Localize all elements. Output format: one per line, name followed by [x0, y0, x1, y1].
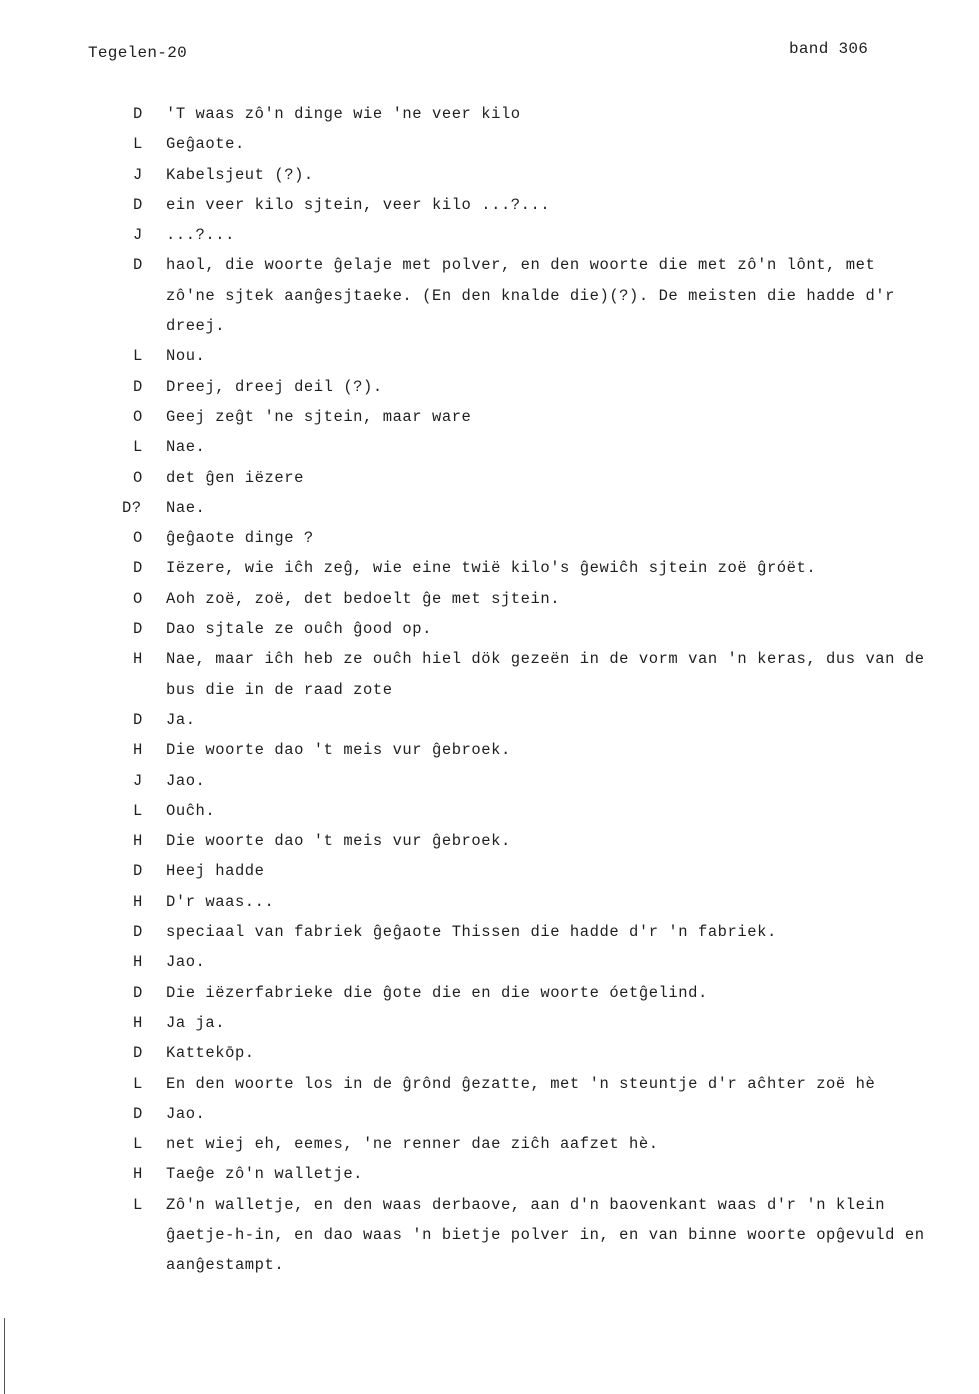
utterance-text: haol, die woorte ĝelaje met polver, en den woorte die met zô'n lônt, met zô'ne sjtek aanĝesjtaeke. (En den knalde die)(?). De meisten die hadde d'r dreej.	[166, 256, 905, 336]
speaker-label: H	[133, 892, 143, 911]
transcript-line	[0, 735, 979, 765]
speaker-label: H	[133, 953, 143, 972]
utterance-text: Taeĝe zô'n walletje.	[166, 1165, 364, 1184]
speaker-label: D	[133, 1044, 143, 1063]
margin-line	[4, 1318, 5, 1394]
speaker-label: O	[133, 468, 143, 487]
utterance-text: Jao.	[166, 771, 206, 790]
transcript-line	[0, 1129, 979, 1159]
speaker-label: L	[133, 1135, 143, 1154]
utterance-text: Iëzere, wie iĉh zeĝ, wie eine twië kilo's ĝewiĉh sjtein zoë ĝróët.	[166, 559, 817, 578]
utterance-text: Nae.	[166, 498, 206, 517]
utterance-text: Heej hadde	[166, 862, 265, 881]
transcript-line	[0, 160, 979, 190]
speaker-label: D	[133, 105, 143, 123]
utterance-text: Ja.	[166, 710, 196, 729]
utterance-text: Zô'n walletje, en den waas derbaove, aan d'n baovenkant waas d'r 'n klein ĝaetje-h-in, en dao waas 'n bietje polver in, en van binne woorte opĝevuld en aanĝestampt.	[166, 1195, 935, 1275]
transcript-line	[0, 432, 979, 462]
speaker-label: D	[133, 710, 143, 729]
document-id: Tegelen-20	[88, 44, 188, 62]
transcript-line	[0, 917, 979, 947]
utterance-text: Dreej, dreej deil (?).	[166, 377, 383, 396]
utterance-text: Geej zeĝt 'ne sjtein, maar ware	[166, 407, 472, 426]
transcript-body	[0, 99, 979, 1281]
speaker-label: D	[133, 923, 143, 942]
utterance-text: net wiej eh, eemes, 'ne renner dae ziĉh aafzet hè.	[166, 1135, 659, 1154]
speaker-label: D	[133, 256, 143, 275]
utterance-text: ein veer kilo sjtein, veer kilo ...?...	[166, 195, 551, 214]
speaker-label: D	[133, 862, 143, 881]
speaker-label: L	[133, 438, 143, 457]
speaker-label: O	[133, 589, 143, 608]
utterance-text: speciaal van fabriek ĝeĝaote Thissen die hadde d'r 'n fabriek.	[166, 923, 777, 942]
utterance-text: Nae, maar iĉh heb ze ouĉh hiel dök gezeën in de vorm van 'n keras, dus van de bus die in de raad zote	[166, 650, 935, 699]
speaker-label: L	[133, 347, 143, 366]
transcript-line	[0, 1008, 979, 1038]
speaker-label: D	[133, 620, 143, 639]
transcript-line	[0, 372, 979, 402]
transcript-line	[0, 644, 979, 705]
transcript-line	[0, 523, 979, 553]
transcript-line	[0, 1159, 979, 1189]
transcript-line	[0, 1190, 979, 1281]
speaker-label: D	[133, 1104, 143, 1123]
speaker-label: O	[133, 529, 143, 548]
transcript-line	[0, 826, 979, 856]
utterance-text: ĝeĝaote dinge ?	[166, 529, 314, 548]
transcript-line	[0, 402, 979, 432]
transcript-line	[0, 947, 979, 977]
transcript-line	[0, 1038, 979, 1068]
speaker-label: D	[133, 377, 143, 396]
utterance-text: Ja ja.	[166, 1013, 226, 1032]
utterance-text: Die woorte dao 't meis vur ĝebroek.	[166, 832, 511, 851]
transcript-line	[0, 1099, 979, 1129]
speaker-label: J	[133, 165, 143, 184]
utterance-text: Geĝaote.	[166, 135, 245, 154]
transcript-line	[0, 856, 979, 886]
transcript-line	[0, 250, 979, 341]
transcript-line	[0, 99, 979, 129]
utterance-text: Jao.	[166, 1104, 206, 1123]
utterance-text: Die iëzerfabrieke die ĝote die en die woorte óetĝelind.	[166, 983, 708, 1002]
speaker-label: D	[133, 983, 143, 1002]
transcript-line	[0, 553, 979, 583]
speaker-label: L	[133, 1195, 143, 1214]
utterance-text: Kattekōp.	[166, 1044, 255, 1063]
utterance-text: 'T waas zô'n dinge wie 'ne veer kilo	[166, 105, 521, 123]
speaker-label: J	[133, 226, 143, 245]
transcript-line	[0, 493, 979, 523]
utterance-text: Aoh zoë, zoë, det bedoelt ĝe met sjtein.	[166, 589, 561, 608]
utterance-text: det ĝen iëzere	[166, 468, 304, 487]
transcript-line	[0, 463, 979, 493]
utterance-text: Nou.	[166, 347, 206, 366]
speaker-label: H	[133, 741, 143, 760]
speaker-label: L	[133, 135, 143, 154]
speaker-label: J	[133, 771, 143, 790]
speaker-label: O	[133, 407, 143, 426]
speaker-label: D	[133, 559, 143, 578]
transcript-line	[0, 766, 979, 796]
speaker-label: H	[133, 650, 143, 669]
utterance-text: Die woorte dao 't meis vur ĝebroek.	[166, 741, 511, 760]
transcript-line	[0, 705, 979, 735]
transcript-line	[0, 220, 979, 250]
utterance-text: Nae.	[166, 438, 206, 457]
speaker-label: L	[133, 1074, 143, 1093]
speaker-label: H	[133, 832, 143, 851]
speaker-label: H	[133, 1013, 143, 1032]
speaker-label: L	[133, 801, 143, 820]
speaker-label: D?	[122, 498, 142, 517]
speaker-label: H	[133, 1165, 143, 1184]
transcript-line	[0, 887, 979, 917]
utterance-text: Ouĉh.	[166, 801, 216, 820]
utterance-text: D'r waas...	[166, 892, 275, 911]
tape-number: band 306	[789, 40, 869, 58]
utterance-text: Kabelsjeut (?).	[166, 165, 314, 184]
utterance-text: Jao.	[166, 953, 206, 972]
transcript-line	[0, 190, 979, 220]
transcript-line	[0, 978, 979, 1008]
transcript-line	[0, 796, 979, 826]
utterance-text: ...?...	[166, 226, 235, 245]
transcript-line	[0, 614, 979, 644]
transcript-line	[0, 341, 979, 371]
transcript-line	[0, 584, 979, 614]
speaker-label: D	[133, 195, 143, 214]
utterance-text: En den woorte los in de ĝrônd ĝezatte, met 'n steuntje d'r aĉhter zoë hè	[166, 1074, 876, 1093]
utterance-text: Dao sjtale ze ouĉh ĝood op.	[166, 620, 432, 639]
transcript-line	[0, 1069, 979, 1099]
transcript-line	[0, 129, 979, 159]
